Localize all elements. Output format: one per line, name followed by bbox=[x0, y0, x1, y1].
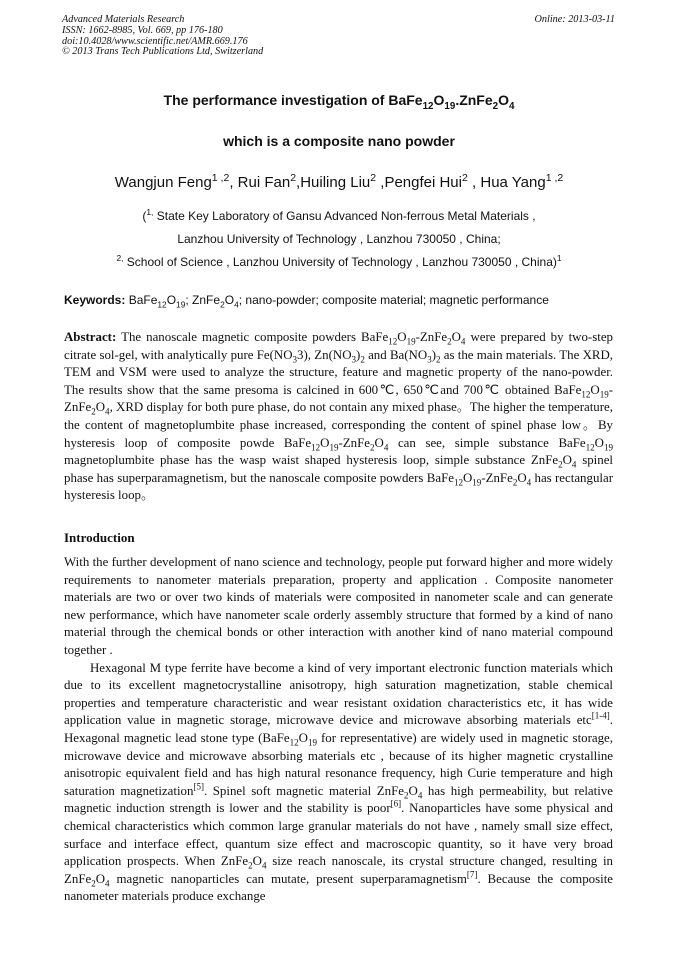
section-heading-introduction: Introduction bbox=[64, 530, 135, 545]
online-date: Online: 2013-03-11 bbox=[534, 14, 615, 25]
author-name: Wangjun Feng bbox=[114, 174, 212, 191]
abstract: Abstract: The nanoscale magnetic composite powders $BaFe_{12}O_{19}-ZnFe_2O_4$ were prepared by two-step citrate sol-gel, with analytically pure $Fe(NO_33)$, $Zn(NO_3)_2$ and $Ba(NO_3)_2$ as the main materials. The XRD, TEM and VSM were used to analyze the structure, feature and magnetic property of the nano-powder. The results show that the same presoma is calcined in 600℃, 650℃and 700℃ obtained $BaFe_{12}O_{19}-ZnFe_2O_4$, XRD display for both pure phase, do not contain any mixed phase。The higher the temperature, the content of magnetoplumbite phase increased, corresponding the content of spinel phase low。By hysteresis loop of composite powde $BaFe_{12}O_{19}-ZnFe_2O_4$ can see, simple substance $BaFe_{12}O_{19}$ magnetoplumbite phase has the wasp waist shaped hysteresis loop, simple substance $ZnFe_2O_4$ spinel phase has superparamagnetism, but the nanoscale composite powders $BaFe_{12}O_{19}-ZnFe_2O_4$ has rectangular hysteresis loop。 bbox=[64, 330, 614, 503]
journal-header bbox=[62, 15, 622, 58]
author-name: Pengfei Hui bbox=[384, 174, 462, 191]
affiliation-1: ($^{1,}$ State Key Laboratory of Gansu Advanced Non-ferrous Metal Materials , bbox=[142, 207, 536, 223]
paragraph: With the further development of nano science and technology, people put forward higher and more widely requirements to nanometer materials preparation, property and application . Composite nanometer materials are two or over two kinds of materials were composited in nanometer scale and can generate new performance, which have nanometer scale orderly assembly structure that formed by a kind of nano material through the chemical bonds or other interaction with another kind of nano material compound together . bbox=[64, 555, 613, 657]
affiliation-2: $^{2,}$ School of Science , Lanzhou University of Technology , Lanzhou 730050 , China)$^1$ bbox=[116, 253, 562, 269]
citation: [1-4] bbox=[591, 711, 610, 722]
author-name: Rui Fan bbox=[237, 174, 291, 191]
paper-title-line-2: which is a composite nano powder bbox=[223, 133, 455, 149]
paper-title-line-1: The performance investigation of $BaFe_{12}O_{19}.ZnFe_2O_4$ bbox=[163, 92, 515, 112]
abstract-label: Abstract: bbox=[64, 330, 117, 344]
citation: [7] bbox=[466, 869, 478, 880]
author-list: Wangjun Feng$^{1 ,2}$, Rui Fan$^2$,Huiling Liu$^2$ ,Pengfei Hui$^2$ , Hua Yang$^{1 ,2}$ bbox=[114, 172, 564, 191]
citation: [6] bbox=[390, 799, 402, 810]
paragraph: Hexagonal M type ferrite have become a kind of very important electronic function materials which due to its excellent magnetocrystalline anisotropy, high saturation magnetization, stable chemical properties and temperature characteristic and wear resistant oxidation characteristics etc, it has wide application value in magnetic storage, microwave device and microwave absorbing materials etc[1-4]. Hexagonal magnetic lead stone type ($BaFe_{12}O_{19}$ for representative) are widely used in magnetic storage, microwave device and microwave absorbing materials etc , because of its higher magnetic crystalline anisotropic equivalent field and has high natural resonance frequency, high Curie temperature and high saturation magnetization[5]. Spinel soft magnetic material $ZnFe_2O_4$ has high permeability, but relative magnetic induction strength is lower and the stability is poor[6]. Nanoparticles have some physical and chemical characteristics which common large granular materials do not have , namely small size effect, surface and interface effect, quantum size effect and macroscopic quantity, so it have very broad application prospects. When $ZnFe_2O_4$ size reach nanoscale, its crystal structure changed, resulting in $ZnFe_2O_4$ magnetic nanoparticles can mutate, present superparamagnetism[7]. Because the composite nanometer materials produce exchange bbox=[64, 660, 614, 904]
affiliation-1-cont: Lanzhou University of Technology , Lanzhou 730050 , China; bbox=[177, 232, 501, 246]
author-name: Huiling Liu bbox=[300, 174, 371, 191]
issn-line: ISSN: 1662-8985, Vol. 669, pp 176-180 bbox=[62, 24, 223, 36]
keywords-label: Keywords: bbox=[64, 293, 126, 307]
citation: [5] bbox=[193, 781, 204, 792]
author-name: Hua Yang bbox=[480, 174, 546, 191]
journal-name: Advanced Materials Research bbox=[62, 14, 185, 25]
keywords: Keywords: $BaFe_{12}O_{19}$; $ZnFe_2O_4$; nano-powder; composite material; magnetic performance bbox=[64, 293, 549, 310]
copyright-line: © 2013 Trans Tech Publications Ltd, Switzerland bbox=[62, 46, 264, 58]
introduction-body bbox=[64, 554, 613, 906]
doi-line: doi:10.4028/www.scientific.net/AMR.669.176 bbox=[62, 35, 248, 47]
